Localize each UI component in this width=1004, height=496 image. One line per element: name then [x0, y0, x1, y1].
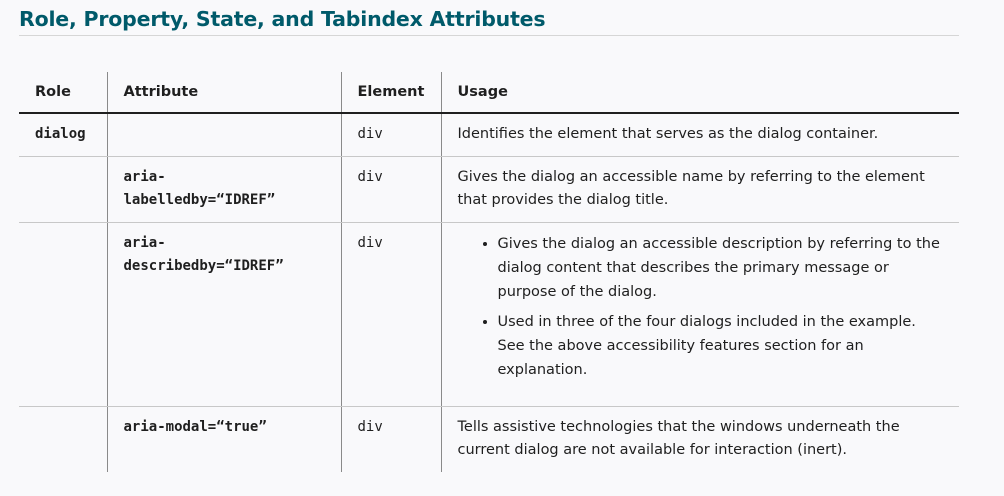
element-name: div: [357, 169, 383, 185]
column-header-attribute: Attribute: [107, 72, 341, 113]
attribute-name-line1: aria-: [123, 169, 166, 185]
table-row: [19, 223, 959, 407]
attributes-table: [19, 72, 959, 472]
usage-cell: Tells assistive technologies that the windows underneath the current dialog are not available for interaction (inert).: [441, 407, 959, 473]
attribute-cell: [107, 157, 341, 223]
attribute-cell: [107, 407, 341, 473]
usage-list-item: • Used in three of the four dialogs included in the example. See the above accessibility features section for an explanation.: [498, 310, 944, 382]
attribute-cell: [107, 223, 341, 407]
element-cell: [341, 157, 441, 223]
usage-list: [458, 232, 944, 382]
table-row: [19, 113, 959, 157]
role-cell: [19, 407, 107, 473]
role-cell: [19, 223, 107, 407]
table-header-row: [19, 72, 959, 113]
column-header-element: Element: [341, 72, 441, 113]
element-name: div: [357, 126, 383, 142]
attributes-table-container: [19, 72, 959, 472]
attribute-cell: [107, 113, 341, 157]
element-cell: [341, 113, 441, 157]
attribute-name-line1: aria-modal=“true”: [123, 419, 267, 435]
role-name: dialog: [35, 126, 86, 142]
table-row: [19, 407, 959, 473]
role-cell: [19, 113, 107, 157]
section-heading: Role, Property, State, and Tabindex Attributes: [19, 7, 546, 31]
heading-divider: [19, 35, 959, 36]
usage-cell: Gives the dialog an accessible name by referring to the element that provides the dialog title.: [441, 157, 959, 223]
role-cell: [19, 157, 107, 223]
table-row: [19, 157, 959, 223]
attribute-name-line2: labelledby=“IDREF”: [123, 192, 276, 208]
attribute-name-line1: aria-: [123, 235, 166, 251]
attribute-name-line2: describedby=“IDREF”: [123, 258, 284, 274]
usage-cell: Identifies the element that serves as the dialog container.: [441, 113, 959, 157]
element-cell: [341, 223, 441, 407]
element-cell: [341, 407, 441, 473]
column-header-role: Role: [19, 72, 107, 113]
element-name: div: [357, 235, 383, 251]
usage-list-item: • Gives the dialog an accessible description by referring to the dialog content that describes the primary message or purpose of the dialog.: [498, 232, 944, 304]
column-header-usage: Usage: [441, 72, 959, 113]
element-name: div: [357, 419, 383, 435]
usage-cell: [441, 223, 959, 407]
